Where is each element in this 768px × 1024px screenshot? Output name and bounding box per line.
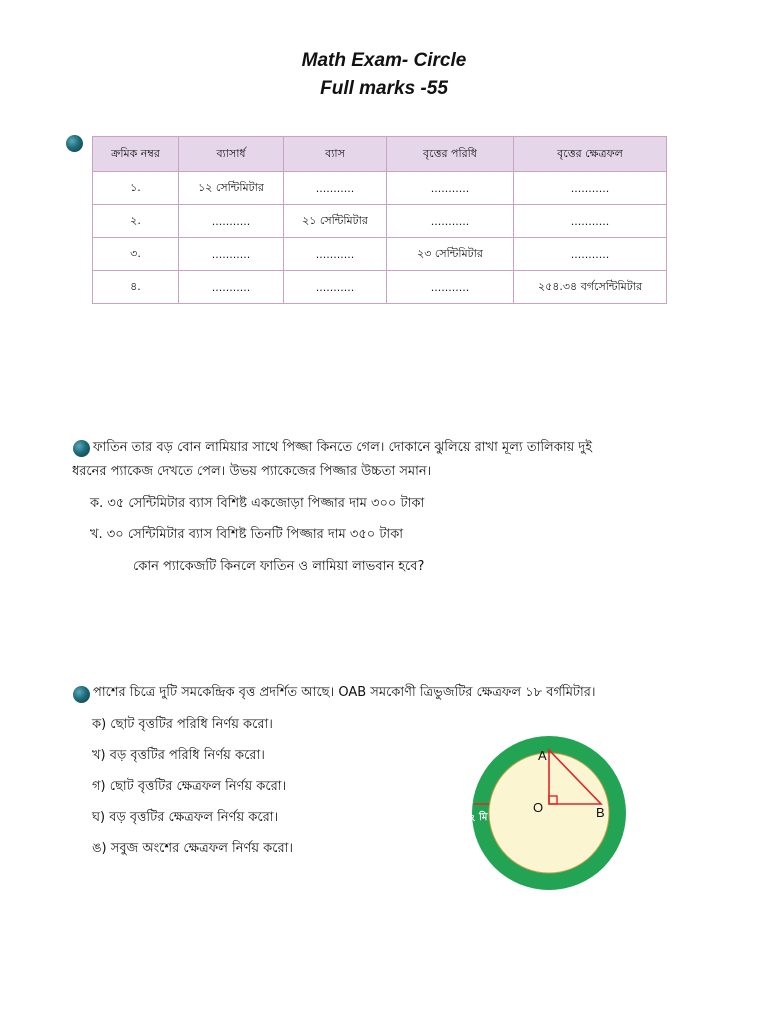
table-cell: ৪. — [93, 271, 179, 304]
table-cell: ........... — [387, 205, 514, 238]
table-cell: ........... — [387, 172, 514, 205]
full-marks: Full marks -55 — [320, 78, 448, 99]
table-cell: ........... — [514, 172, 667, 205]
table-row — [93, 238, 667, 271]
q2-option-b: খ. ৩০ সেন্টিমিটার ব্যাস বিশিষ্ট তিনটি পিজ্জার দাম ৩৫০ টাকা — [90, 527, 404, 542]
header-radius: ব্যাসার্ধ — [179, 137, 284, 172]
table-header-row — [93, 137, 667, 172]
table-cell: ........... — [179, 271, 284, 304]
label-o: O — [533, 800, 544, 815]
q2-question: কোন প্যাকেজটি কিনলে ফাতিন ও লামিয়া লাভবান হবে? — [133, 559, 425, 574]
label-a: A — [538, 748, 547, 763]
table-cell: ২. — [93, 205, 179, 238]
label-b: B — [596, 805, 605, 820]
concentric-circles-figure — [465, 735, 635, 893]
q2-line-2: ধরনের প্যাকেজ দেখতে পেল। উভয় প্যাকেজের পিজ্জার উচ্চতা সমান। — [72, 464, 432, 479]
table-cell: ........... — [514, 205, 667, 238]
table-cell: ........... — [179, 238, 284, 271]
exam-title: Math Exam- Circle — [301, 50, 467, 71]
q2-option-a: ক. ৩৫ সেন্টিমিটার ব্যাস বিশিষ্ট একজোড়া পিজ্জার দাম ৩০০ টাকা — [90, 496, 425, 511]
table-cell: ........... — [514, 238, 667, 271]
header-serial: ক্রমিক নম্বর — [93, 137, 179, 172]
table-cell: ........... — [179, 205, 284, 238]
table-cell: ৩. — [93, 238, 179, 271]
table-cell: ১২ সেন্টিমিটার — [179, 172, 284, 205]
q3-part-d: ঘ) বড় বৃত্তটির ক্ষেত্রফল নির্ণয় করো। — [92, 810, 279, 825]
header-diameter: ব্যাস — [284, 137, 387, 172]
header-area: বৃত্তের ক্ষেত্রফল — [514, 137, 667, 172]
table-cell: ১. — [93, 172, 179, 205]
q3-part-a: ক) ছোট বৃত্তটির পরিধি নির্ণয় করো। — [92, 717, 273, 732]
table-cell: ২১ সেন্টিমিটার — [284, 205, 387, 238]
table-row — [93, 205, 667, 238]
table-cell: ........... — [284, 172, 387, 205]
table-cell: ২৫৪.৩৪ বর্গসেন্টিমিটার — [514, 271, 667, 304]
globe-bullet-icon — [73, 686, 90, 703]
q3-part-c: গ) ছোট বৃত্তটির ক্ষেত্রফল নির্ণয় করো। — [92, 779, 287, 794]
table-row — [93, 271, 667, 304]
header-circumference: বৃত্তের পরিধি — [387, 137, 514, 172]
table-row — [93, 172, 667, 205]
globe-bullet-icon — [73, 440, 90, 457]
table-cell: ........... — [387, 271, 514, 304]
table-cell: ........... — [284, 238, 387, 271]
q3-intro: পাশের চিত্রে দুটি সমকেন্দ্রিক বৃত্ত প্রদর্শিত আছে। OAB সমকোণী ত্রিভুজটির ক্ষেত্রফল ১৮ বর্গমিটার। — [93, 685, 596, 700]
table-cell: ২৩ সেন্টিমিটার — [387, 238, 514, 271]
q3-part-e: ঙ) সবুজ অংশের ক্ষেত্রফল নির্ণয় করো। — [92, 841, 294, 856]
q3-part-b: খ) বড় বৃত্তটির পরিধি নির্ণয় করো। — [92, 748, 265, 763]
table-cell: ........... — [284, 271, 387, 304]
globe-bullet-icon — [66, 135, 83, 152]
circle-table — [92, 136, 667, 304]
ring-width-label: ২ মি — [469, 812, 488, 823]
q2-line-1: ফাতিন তার বড় বোন লামিয়ার সাথে পিজ্জা কিনতে গেল। দোকানে ঝুলিয়ে রাখা মূল্য তালিকায় দুই — [93, 440, 592, 455]
